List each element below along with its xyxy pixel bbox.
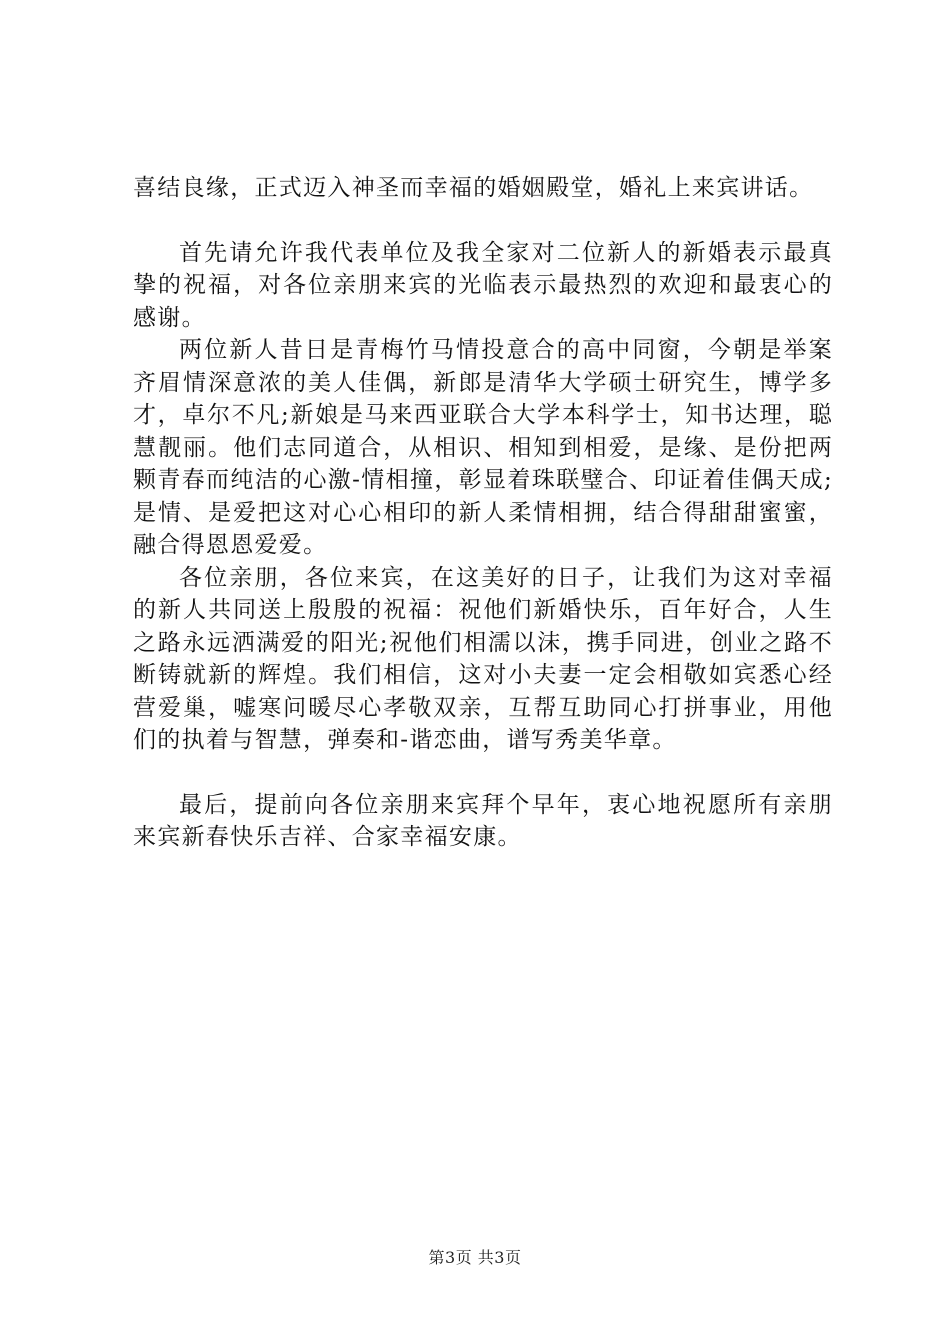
paragraph-gap <box>133 757 833 789</box>
paragraph-gap <box>133 205 833 237</box>
paragraph-blessings: 各位亲朋，各位来宾，在这美好的日子，让我们为这对幸福的新人共同送上殷殷的祝福：祝他们新婚快乐，百年好合，人生之路永远洒满爱的阳光;祝他们相濡以沫，携手同进，创业之路不断铸就新的辉煌。我们相信，这对小夫妻一定会相敬如宾悉心经营爱巢，嘘寒问暖尽心孝敬双亲，互帮互助同心打拼事业，用他们的执着与智慧，弹奏和-谐恋曲，谱写秀美华章。 <box>133 564 833 753</box>
paragraph-closing: 最后，提前向各位亲朋来宾拜个早年，衷心地祝愿所有亲朋来宾新春快乐吉祥、合家幸福安康。 <box>133 791 833 850</box>
paragraph-continuation: 喜结良缘，正式迈入神圣而幸福的婚姻殿堂，婚礼上来宾讲话。 <box>133 175 814 201</box>
page-number-footer: 第3页 共3页 <box>428 1248 522 1267</box>
document-body <box>133 172 833 854</box>
paragraph-couple-intro: 两位新人昔日是青梅竹马情投意合的高中同窗，今朝是举案齐眉情深意浓的美人佳偶，新郎是清华大学硕士研究生，博学多才，卓尔不凡;新娘是马来西亚联合大学本科学士，知书达理，聪慧靓丽。他们志同道合，从相识、相知到相爱，是缘、是份把两颗青春而纯洁的心激-情相撞，彰显着珠联璧合、印证着佳偶天成;是情、是爱把这对心心相印的新人柔情相拥，结合得甜甜蜜蜜，融合得恩恩爱爱。 <box>133 337 833 558</box>
paragraph-thanks: 首先请允许我代表单位及我全家对二位新人的新婚表示最真挚的祝福，对各位亲朋来宾的光临表示最热烈的欢迎和最衷心的感谢。 <box>133 239 833 331</box>
